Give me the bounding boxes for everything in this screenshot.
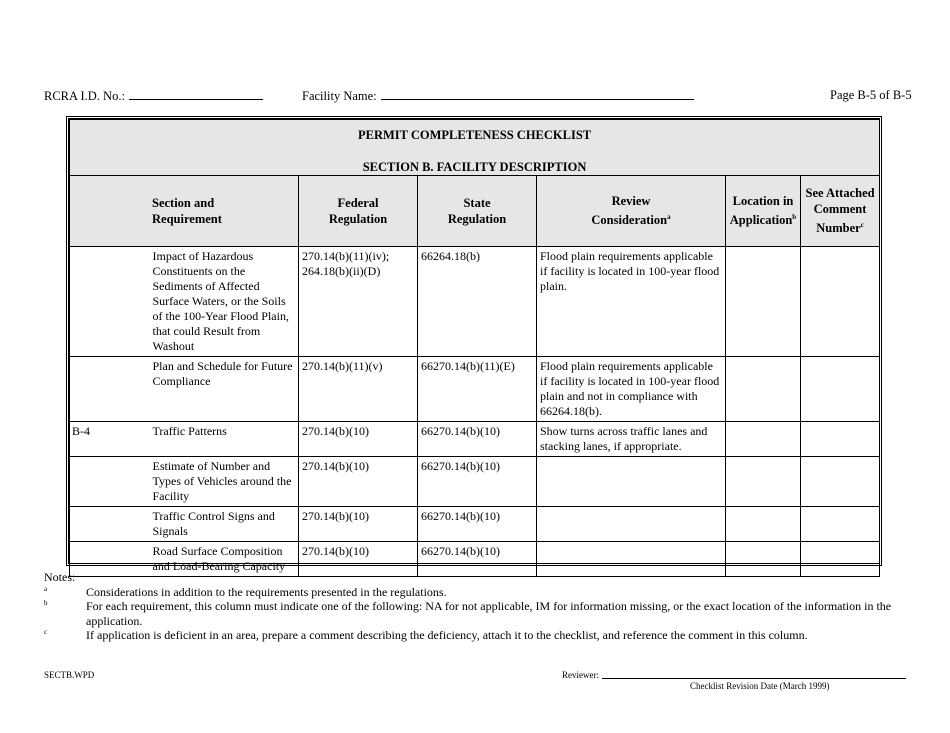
notes-section [44,570,904,643]
location-cell[interactable] [726,422,801,457]
note-a [44,585,904,600]
comment-cell[interactable] [801,247,880,357]
revision-date: Checklist Revision Date (March 1999) [690,681,830,691]
section-cell [70,357,150,422]
note-text: For each requirement, this column must indicate one of the following: NA for not applicable, IM for information missing, or the exact location of the information in the application. [86,599,892,628]
review-cell: Show turns across traffic lanes and stacking lanes, if appropriate. [537,422,726,457]
comment-cell[interactable] [801,457,880,507]
location-cell[interactable] [726,247,801,357]
review-cell: Flood plain requirements applicable if facility is located in 100-year flood plain and not in compliance with 66264.18(b). [537,357,726,422]
reviewer-label: Reviewer: [562,670,599,680]
state-cell: 66270.14(b)(10) [418,507,537,542]
col-location-in-application: Location in Application$^b$ [726,176,801,247]
note-marker: b [44,599,48,607]
comment-cell[interactable] [801,422,880,457]
note-marker: c [44,628,48,636]
table-row [70,422,880,457]
requirement-cell: Traffic Patterns [150,422,299,457]
requirement-cell: Plan and Schedule for Future Compliance [150,357,299,422]
review-cell [537,507,726,542]
federal-cell: 270.14(b)(10) [299,457,418,507]
federal-cell: 270.14(b)(11)(v) [299,357,418,422]
checklist-frame [66,116,882,573]
rcra-id-label: RCRA I.D. No.: [44,89,125,103]
checklist-table [69,119,880,577]
requirement-cell: Traffic Control Signs and Signals [150,507,299,542]
table-row [70,357,880,422]
table-row [70,507,880,542]
col-section-requirement: Section and Requirement [70,176,299,247]
rcra-id-blank[interactable] [129,88,263,100]
requirement-cell: Estimate of Number and Types of Vehicles around the Facility [150,457,299,507]
state-cell: 66270.14(b)(10) [418,542,537,577]
notes-title: Notes: [44,570,76,584]
review-cell [537,457,726,507]
section-cell [70,247,150,357]
col-see-attached-comment: See Attached Comment Number$^c$ [801,176,880,247]
requirement-cell: Road Surface Composition and Load-Bearing Capacity [150,542,299,577]
facility-name-field [302,88,694,104]
state-cell: 66270.14(b)(10) [418,422,537,457]
state-cell: 66264.18(b) [418,247,537,357]
state-cell: 66270.14(b)(10) [418,457,537,507]
section-cell [70,457,150,507]
note-b [44,599,904,628]
comment-cell[interactable] [801,507,880,542]
facility-name-label: Facility Name: [302,89,377,103]
reviewer-blank[interactable] [602,678,906,679]
col-review-consideration: Review Consideration$^a$ [537,176,726,247]
federal-cell: 270.14(b)(10) [299,542,418,577]
col-state-regulation: State Regulation [418,176,537,247]
note-text: If application is deficient in an area, prepare a comment describing the deficiency, attach it to the checklist, and reference the comment in this column. [86,628,808,642]
section-cell [70,507,150,542]
review-cell: Flood plain requirements applicable if facility is located in 100-year flood plain. [537,247,726,357]
note-text: Considerations in addition to the requirements presented in the regulations. [86,584,447,599]
table-row [70,457,880,507]
requirement-cell: Impact of Hazardous Constituents on the Sediments of Affected Surface Waters, or the Soils of the 100-Year Flood Plain, that could Result from Washout [150,247,299,357]
location-cell[interactable] [726,357,801,422]
page-number: Page B-5 of B-5 [830,88,912,102]
checklist-title: PERMIT COMPLETENESS CHECKLIST [357,128,592,142]
section-title: SECTION B. FACILITY DESCRIPTION [362,160,587,174]
location-cell[interactable] [726,457,801,507]
comment-cell[interactable] [801,357,880,422]
table-row [70,247,880,357]
col-federal-regulation: Federal Regulation [299,176,418,247]
note-marker: a [44,584,48,593]
location-cell[interactable] [726,507,801,542]
state-cell: 66270.14(b)(11)(E) [418,357,537,422]
federal-cell: 270.14(b)(10) [299,422,418,457]
table-title [70,120,880,176]
note-c [44,628,904,643]
rcra-id-field [44,88,263,104]
file-name: SECTB.WPD [44,670,95,680]
facility-name-blank[interactable] [381,88,694,100]
section-cell: B-4 [70,422,150,457]
federal-cell: 270.14(b)(10) [299,507,418,542]
reviewer-field [562,670,599,680]
federal-cell: 270.14(b)(11)(iv); 264.18(b)(ii)(D) [299,247,418,357]
